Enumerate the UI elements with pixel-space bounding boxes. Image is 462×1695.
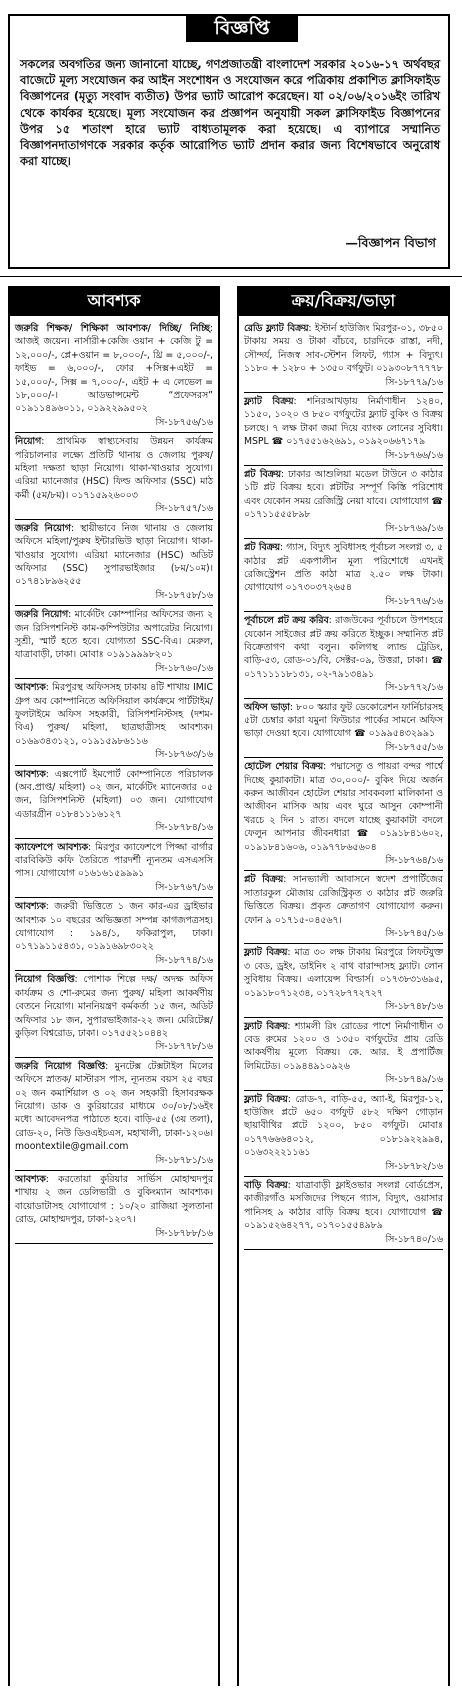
- ad-code: সি-১৮৭৫৬/১৬: [155, 416, 213, 428]
- ad-code: সি-১৮৭৫৫/১৬: [385, 741, 443, 753]
- ad-code: সি-১৮৭৪৮/১৬: [385, 1001, 443, 1013]
- ad-text: : সানভ্যালী আবাসনে স্বদেশ প্রপার্টিজের সাতারকুল মৌজায় রেজিস্ট্রিকৃত ৩ কাঠার প্লট জরুরি ভিত্তিতে বিক্রয়। প্রকৃত ক্রেতাগণ যোগাযোগ করুন। ফোন ৯ ০১৭১৫-০৪৫৬৭।: [244, 874, 443, 926]
- classified-ad: [15, 839, 213, 899]
- wanted-ads-list: [10, 316, 218, 1244]
- ad-text: : মিরপুরস্থ অফিসসহ ঢাকায় ৪টি শাখায় IMIC গ্রুপ অব কোম্পানিতে অফিসিয়াল কার্যক্রমে পার্টটাইম/ ফুলটাইমে অফিস সহকারী, রিসিপশনিস্টসহ (দশম-বিএ) পুরুষ/ মহিলা, ছাত্রছাত্রীসহ আবশ্যক। ০১৬৯৩৪৩১২১, ০১৯১৫৯৮৬১১৬: [15, 682, 213, 747]
- classified-ad: [15, 898, 213, 971]
- ad-heading: প্লট বিক্রয়: [244, 469, 281, 481]
- classified-ad: [244, 1018, 443, 1091]
- ad-code: সি-১৮৭৪০/১৬: [385, 1233, 443, 1245]
- ad-text: : মিরপুর ক্যাফেশপে পিজ্জা বার্গার বারবিকিউ কফি তৈরিতে পারদর্শী ন্যূনতম এসএসসি পাস। যোগাযোগ ০১৬১৬১৫৯৯৯১: [15, 841, 213, 880]
- ad-text: : এক্সপোর্ট ইমপোর্ট কোম্পানিতে পরিচালক (অব.প্রাপ্ত/ মহিলা) ০২ জন, মার্কেটিং ম্যানেজার ০৫ জন, রিসিপশনিস্ট (মহিলা) ০৩ জন। যোগাযোগ এডারগ্রীন ০১৮৪১১১৬১২৭: [15, 768, 213, 820]
- ad-heading: আবশ্যক: [15, 682, 46, 694]
- ad-text: : স্থায়ীভাবে নিজ থানায় ও জেলায় অফিসে মহিলা/পুরুষ ইন্টারভিউ ছাড়া নিয়োগ। থাকা-খাওয়ার সুযোগ। এরিয়া ম্যানেজার (HSC) অডিট অফিসার (SSC) সুপারভাইজার (৮ম/১০ম)। ০১৭৪১৮৯৬২৫৫: [15, 522, 213, 588]
- wanted-column-header: আবশ্যক: [10, 286, 218, 316]
- classified-ad: [244, 944, 443, 1017]
- ad-heading: অফিস ভাড়া: [244, 701, 290, 713]
- ad-text: : যাত্রাবাড়ী ফ্লাইওভার সংলগ্ন বোর্ডপ্রেস, কাজীরগাঁও মসজিদের পিছনে গ্যাস, বিদ্যুৎ, ওয়াসার পানিসহ ৯ কাঠার বাড়ি বিক্রয় হবে। যোগাযোগ ☎ ০১৯১৫২৬৪২৭৭, ০১৭০১৫৫৪৯৮৯: [244, 1179, 443, 1232]
- ad-heading: আবশ্যক: [15, 768, 46, 780]
- ad-heading: ফ্ল্যাট বিক্রয়: [244, 1093, 288, 1105]
- ad-heading: জরুরি নিয়োগ বিজ্ঞপ্তি: [15, 1060, 106, 1072]
- ad-heading: বাড়ি বিক্রয়: [244, 1179, 288, 1191]
- classified-ad: [244, 758, 443, 871]
- ad-code: সি-১৮৭৬০/১৬: [155, 662, 213, 674]
- ad-code: সি-১৮৭৬৬/১৬: [385, 449, 443, 461]
- ad-code: সি-১৮৭৪৯/১৬: [385, 1074, 443, 1086]
- ad-code: সি-১৮৭৬৭/১৬: [155, 881, 213, 893]
- ad-heading: জরুরি নিয়োগ: [15, 522, 71, 534]
- ad-heading: রেডি ফ্ল্যাট বিক্রয়: [244, 323, 309, 334]
- ad-code: সি-১৮৭৮৮/১৬: [155, 1227, 213, 1239]
- classified-ad: [244, 871, 443, 944]
- ad-text: : প্রাথমিক স্বাস্থ্যসেবায় উন্নয়ন কার্যক্রম পরিচালনার লক্ষ্যে প্রতিটি থানায় ও জেলায় পুরুষ/ মহিলা দক্ষতা ছাড়া নিয়োগ। থাকা-খাওয়ার সুযোগ। এরিয়া ম্যানেজার (HSC) ফিল্ড অফিসার (SSC) মাঠ কর্মী (৫ম/৮ম)। ০১৭১৫৯২৬০০৩: [15, 436, 213, 501]
- ad-code: সি-১৮৭৬৩/১৬: [155, 749, 213, 761]
- ad-code: সি-১৮৭৮৪/১৬: [155, 822, 213, 834]
- classified-ad: [244, 699, 443, 759]
- ad-heading: আবশ্যক: [15, 901, 46, 913]
- ad-code: সি-১৮৭৪৫/১৬: [385, 928, 443, 940]
- ad-heading: ফ্ল্যাট বিক্রয়: [244, 396, 294, 408]
- ad-code: সি-১৮৭৬৯/১৬: [385, 522, 443, 534]
- classified-ad: [244, 393, 443, 466]
- ad-heading: ফ্ল্যাট বিক্রয়: [244, 1020, 288, 1032]
- ad-heading: আবশ্যক: [15, 1173, 46, 1185]
- ad-code: সি-১৮৭৭২/১৬: [385, 682, 443, 694]
- ad-text: : রোড-৭, বাড়ি-৫৫, অ্যা-ই, মিরপুর-১২, হাউজিং প্লটে ৬৫০ বর্গফুট ৫৮২ দক্ষিণ গোড়ান ছায়াবীথির প্লটে ১২০০, ৮৫০ বর্গফুট। মোবাঃ ০১৭৭৬৬৬৪০১২, ০১৮১৯২২৯৯৪, ০১৬৩২২২১১৬১: [244, 1093, 443, 1159]
- ad-text: : আজই জয়েন। নার্সারী+কেজি ওয়ান + কেজি টু = ১২,০০০/-, প্লে+ওয়ান = ৮,০০০/-, থ্রি = ৫,০০০/-, ফাইভ = ৬,০০০/-, ফোর +সিক্স+এইট = ১৫,০০০/-, সিক্স = ৭,০০০/-, এইট + এ লেভেল = ১৮,০০০/-। আডভান্সমেন্ট “প্রফেসরস” ০১৯১১৪৯৬০১১, ০১৯২২৯৯৫০২: [15, 323, 213, 415]
- wanted-column: [8, 286, 220, 1686]
- classified-ad: [15, 971, 213, 1057]
- classified-ad: [15, 606, 213, 679]
- ad-heading: নিয়োগ বিজ্ঞপ্তি: [15, 974, 75, 986]
- ad-text: : গ্যাস, বিদ্যুৎ সুবিধাসহ পূর্বাচল সংলগ্ন ৩, ৫ কাঠার প্লট একপালীন মূল্য পরিশোধে এখনই রেজিস্ট্রেশন প্রতি কাঠা মাত্র ২.৫০ লক্ষ টাকা। যোগাযোগ ০১৭৩০৩৭২৬৫৪: [244, 542, 443, 594]
- notice-title: বিজ্ঞপ্তি: [186, 14, 298, 42]
- ad-text: : মুনটেক্স টেক্সটাইল মিলের অফিসে স্নাতক/ মাস্টারস পাস, ন্যূনতম বয়স ২৫ বছর ০২ জন কমার্শিয়াল ও ০২ জন সহকারী হিসাবরক্ষক নিয়োগ। ডাক ও কুরিয়ারের মাধ্যমে ৩০/০৮/১৬ইং মধ্যে আবেদনপত্র পাঠাতে হবে। বাড়ি-৫৫ (৩য় তলা), রোড-২০, নিউ ডিওএইচএস, মহাখালী, ঢাকা-১২০৬। moontextile@gmail.com: [15, 1060, 213, 1153]
- classified-ad: [15, 766, 213, 839]
- ad-heading: প্লট বিক্রয়: [244, 874, 284, 886]
- ad-heading: জরুরি নিয়োগ: [15, 609, 69, 621]
- ad-code: সি-১৮৭৬৪/১৬: [385, 855, 443, 867]
- classified-ad: [244, 466, 443, 539]
- classified-ad: [15, 679, 213, 765]
- ad-text: : রাজউকের পূর্বাচলে উপশহরে যেকোন সাইজের প্লট ক্রয় করিতে ইচ্ছুক। সম্মানিত প্লট বিক্রেতাগণ কথা বলুন। কলিগস্থ ল্যান্ড ট্রেডিং, বাড়ি-৫৩, রোড-০১/বি, সেক্টর-০৯, উত্তরা, ঢাকা। ☎ ০১৭১১১১৮১৩১, ০২-৭৯১৩৪৯১: [244, 615, 443, 680]
- ad-code: সি-১৮৭৭৪/১৬: [155, 954, 213, 966]
- ad-text: : জরুরী ভিত্তিতে ১ জন কার-এর ড্রাইভার আবশ্যক ১০ বছরের অভিজ্ঞতা সম্পন্ন কাগজপত্রসহ। যোগাযোগ : ১৯৪/১, ফকিরাপুল, ঢাকা। ০১৭১৯১১৫৪৩১, ০১৯১৬৯৮৩০২২: [15, 901, 213, 953]
- classified-ad: [244, 320, 443, 393]
- ad-heading: জরুরি শিক্ষক/ শিক্ষিকা আবশ্যক/ দিচ্ছি/ নিচ্ছি: [15, 323, 210, 334]
- ad-code: সি-১৮৭৭৬/১৬: [385, 595, 443, 607]
- ad-text: : শনিরআখড়ায় নির্মাণাধীন ১২৪০, ১১৫০, ১০২০ ও ৮৫০ বর্গফুটের ফ্ল্যাট বুকিং ও বিক্রয় চলছে। ৭ লক্ষ টাকা জমা দিয়ে ব্যাংক লোনের সুবিধা। MSPL ☎ ০১৭৫৫১৬২৬৯১, ০১৯২০৬৬৭১৭৯: [244, 396, 444, 448]
- ad-heading: পূর্বাচলে প্লট ক্রয় করিব: [244, 615, 329, 627]
- ad-text: : শ্যামলী রিং রোডের পাশে নির্মাণাধীন ৩ বেড রুমের ১২০০ ও ১৩৫০ বর্গফুটের প্রায় রেডি আকর্ষণীয় মূল্যে বিক্রয়। কে. আর. ই প্রপার্টিজ লিমিটেড। ০১৯৪৪৯১০৯২৬: [244, 1020, 443, 1072]
- classified-ad: [15, 320, 213, 433]
- ad-code: সি-১৮৭৭৮/১৬: [155, 1041, 213, 1053]
- ad-text: : পদ্মাসেতু ও পায়রা বন্দর পার্শ্বে দিচ্ছে কুয়াকাটা। মাত্র ৩০,০০০/- বুকিং দিয়ে অর্জন করুন আজীবন হোটেল শেয়ার সাবকবলা মালিকানা ও আজীবন মাসিক আয় এবং ঘুরে আসুন কোম্পানী খরচে ২ দিন ১ রাত। বদলে যাচ্ছে কুয়াকাটা বদলে ফেলুন আপনার জীবনধারা ☎ ০১৯১৮৪১৬০২, ০১৯১৮৪১৬০৬, ০১৯৭৭৮৬৫৬০৪: [244, 761, 443, 853]
- classified-ad: [15, 1171, 213, 1244]
- buy-sell-rent-column-header: ক্রয়/বিক্রয়/ভাড়া: [239, 286, 448, 316]
- ad-heading: প্লট বিক্রয়: [244, 542, 280, 554]
- classified-ad: [244, 1091, 443, 1177]
- ad-code: সি-১৮৭৫৭/১৬: [155, 503, 213, 515]
- classified-ad: [244, 539, 443, 612]
- vat-notice-box: [8, 14, 450, 269]
- classified-ad: [15, 433, 213, 519]
- classified-ad: [15, 520, 213, 606]
- ad-heading: হোটেল শেয়ার বিক্রয়: [244, 761, 324, 773]
- ad-code: সি-১৮৭৮২/১৬: [385, 1160, 443, 1172]
- classified-ad: [15, 1058, 213, 1171]
- ad-text: : ৮০০ স্কয়ার ফুট ডেকোরেশন ফার্নিচারসহ ৫টা চেম্বার কারা যমুনা ফিউচার পার্কের সামনে অফিস ভাড়া দেওয়া হবে। যোগাযোগ ☎ ০১৯৯৫৪৩২৯৯১: [244, 701, 443, 740]
- buy-sell-rent-ads-list: [239, 316, 448, 1250]
- notice-body: সকলের অবগতির জন্য জানানো যাচ্ছে, গণপ্রজাতন্ত্রী বাংলাদেশ সরকার ২০১৬-১৭ অর্থবছর বাজেটে মূল্য সংযোজন কর আইন সংশোধন ও সংযোজন করে পত্রিকায় প্রকাশিত ক্লাসিফাইড বিজ্ঞাপনের (মৃত্যু সংবাদ ব্যতীত) উপর ভ্যাট আরোপ করেছেন। যা ০২/০৬/২০১৬ইং তারিখ থেকে কার্যকর হয়েছে। মূল্য সংযোজন কর প্রজ্ঞাপন অনুযায়ী সকল ক্লাসিফাইড বিজ্ঞাপনের উপর ১৫ শতাংশ হারে ভ্যাট বাধ্যতামূলক করা হয়েছে। এ ব্যাপারে সম্মানিত বিজ্ঞাপনদাতাগণকে সরকার কর্তৃক আরোপিত ভ্যাট প্রদান করার জন্য বিশেষভাবে অনুরোধ করা যাচ্ছে।: [20, 57, 440, 169]
- ad-text: : পোশাক শিল্পে দক্ষ/ অদক্ষ অফিস কার্যক্রম ও শো-রুমের জন্য পুরুষ/ মহিলা আকর্ষণীয় বেতনে নিয়োগ। মাননিয়ন্ত্রণ কর্মকর্তা ১৫ জন, অডিট অফিসার ১৮ জন, সুপারভাইজার-২২ জন। মেরিটেক্স/ কুড়িল বিশ্বরোড, ঢাকা। ০১৭৫৫২১০৪৪২: [15, 974, 213, 1039]
- ad-code: সি-১৮৭৭৯/১৬: [385, 376, 443, 388]
- ad-heading: নিয়োগ: [15, 436, 42, 448]
- ad-text: : মাত্র ৩০ লক্ষ টাকায় মিরপুরে লিফটযুক্ত ৩ বেড, ড্রইং, ডাইনিং ২ বাথ বারান্দাসহ ফ্ল্যাট। লোন সুবিধায় বিক্রয়। এলায়েন্স বিল্ডার্স। ০১৭৩৮৩১৬৯৫, ০১৯১৮০৭১২৩৪, ০১৭২৮৭৭২৭২৭: [244, 947, 444, 999]
- buy-sell-rent-column: [237, 286, 450, 1686]
- classified-ad: [244, 612, 443, 698]
- ad-heading: ক্যাফেশপে আবশ্যক: [15, 841, 89, 853]
- notice-signature: —বিজ্ঞাপন বিভাগ: [345, 235, 436, 250]
- ad-text: : মার্কেটিং কোম্পানির অফিসের জন্য ২ জন রিসিপশনিস্ট কাম-কম্পিউটার অপারেটর নিয়োগ। সুশ্রী, স্মার্ট হতে হবে। যোগ্যতা SSC-বিএ। মেরুল, যাত্রাবাড়ী, ঢাকা। মোবাঃ ০১৯১৯৯৯৮২০১: [15, 609, 213, 661]
- section-divider: [0, 276, 462, 277]
- ad-heading: ফ্ল্যাট বিক্রয়: [244, 947, 288, 959]
- ad-text: : ইস্টার্ন হাউজিং মিরপুর-০১, ৩৮৫০ টাকায় সময় ও টাকা বাঁচবে, চারদিকে রাস্তা, নদী, সৌন্দর্য, নিজস্ব সাব-স্টেশন লিফট, গ্যাস + বিদ্যুৎ। ১১৮০ + ১২৮০ + ১৩৫০ বর্গফুট। ০১৯৩০৮৭৭৭৭৮: [244, 323, 443, 375]
- ad-code: সি-১৮৭৮১/১৬: [155, 1154, 213, 1166]
- ad-code: সি-১৮৭৫৮/১৬: [155, 589, 213, 601]
- ad-text: : করতোয়া কুরিয়ার সার্ভিস মোহাম্মদপুর শাখায় ২ জন ডেলিভারী ও বুকিংম্যান আবশ্যক। বায়োডাটাসহ যোগাযোগ : ১০/২০ রাজিয়া সুলতানা রোড, মোহাম্মদপুর, ঢাকা-১২০৭।: [15, 1173, 213, 1226]
- classified-ad: [244, 1177, 443, 1250]
- ad-text: : ঢাকার আশুলিয়া মডেল টাউনে ৩ কাঠার ১টি প্লট বিক্রয় হবে। প্লটটির সম্পূর্ণ কিস্তি পরিশোধ এবং যেকোন সময় রেজিস্ট্রি নেয়া যাবে। যোগাযোগ ☎ ০১৭১১৫৫৫৮৯৮: [244, 469, 444, 521]
